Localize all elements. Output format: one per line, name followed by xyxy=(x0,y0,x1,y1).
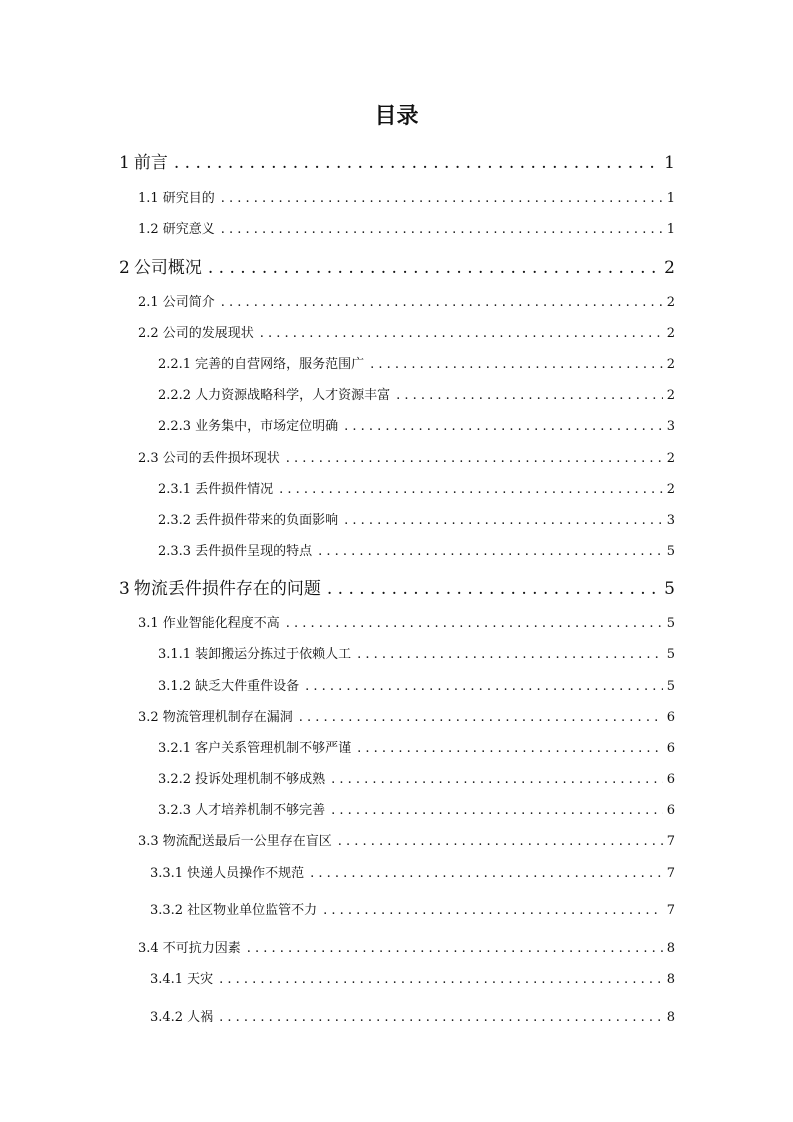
entry-number: 3.2.1 xyxy=(158,741,192,756)
entry-number: 3.2.2 xyxy=(158,772,192,787)
entry-page: 3 xyxy=(666,419,675,434)
toc-entry[interactable] xyxy=(158,799,675,818)
entry-page: 2 xyxy=(666,357,675,372)
entry-title: 研究意义 xyxy=(162,222,215,237)
leader-dots xyxy=(344,419,663,434)
entry-page: 7 xyxy=(666,834,675,849)
entry-title: 丢件损件带来的负面影响 xyxy=(195,513,339,528)
entry-number: 2.2.2 xyxy=(158,388,192,403)
leader-dots xyxy=(357,647,663,662)
leader-dots xyxy=(221,191,663,206)
toc-entry[interactable] xyxy=(158,384,675,403)
entry-title: 装卸搬运分拣过于依赖人工 xyxy=(195,647,352,662)
entry-number: 3.3.1 xyxy=(150,866,184,881)
entry-page: 2 xyxy=(666,451,675,466)
leader-dots xyxy=(323,903,663,918)
entry-number: 2.2.3 xyxy=(158,419,192,434)
entry-page: 8 xyxy=(666,941,675,956)
leader-dots xyxy=(221,222,663,237)
toc-entry[interactable] xyxy=(158,768,675,787)
leader-dots xyxy=(174,153,660,173)
entry-page: 5 xyxy=(666,544,675,559)
leader-dots xyxy=(286,451,663,466)
toc-entry[interactable] xyxy=(138,322,675,341)
leader-dots xyxy=(219,1010,663,1025)
toc-entry[interactable] xyxy=(158,478,675,497)
entry-page: 5 xyxy=(666,647,675,662)
leader-dots xyxy=(247,941,663,956)
entry-title: 公司的发展现状 xyxy=(162,326,254,341)
entry-page: 1 xyxy=(666,222,675,237)
toc-title: 目录 xyxy=(374,103,419,129)
entry-number: 2.3.1 xyxy=(158,482,192,497)
leader-dots xyxy=(338,834,663,849)
toc-entry[interactable] xyxy=(138,218,675,237)
entry-number: 2 xyxy=(119,258,130,278)
entry-title: 丢件损件呈现的特点 xyxy=(195,544,313,559)
leader-dots xyxy=(310,866,663,881)
entry-page: 5 xyxy=(666,679,675,694)
entry-number: 2.1 xyxy=(138,295,159,310)
entry-page: 6 xyxy=(666,803,675,818)
entry-title: 丢件损件情况 xyxy=(195,482,274,497)
entry-page: 8 xyxy=(666,972,675,987)
entry-page: 5 xyxy=(664,579,675,599)
toc-entry[interactable] xyxy=(158,509,675,528)
entry-page: 1 xyxy=(666,191,675,206)
entry-number: 3.4.1 xyxy=(150,972,184,987)
leader-dots xyxy=(344,513,663,528)
entry-number: 3.4.2 xyxy=(150,1010,184,1025)
leader-dots xyxy=(286,616,663,631)
entry-title: 社区物业单位监管不力 xyxy=(187,903,318,918)
entry-number: 2.3.2 xyxy=(158,513,192,528)
leader-dots xyxy=(260,326,663,341)
leader-dots xyxy=(357,741,663,756)
leader-dots xyxy=(327,579,660,599)
toc-entry[interactable] xyxy=(150,1006,675,1025)
entry-number: 3.1.1 xyxy=(158,647,192,662)
entry-number: 1 xyxy=(119,153,130,173)
toc-entry[interactable] xyxy=(119,253,675,278)
toc-entry[interactable] xyxy=(138,706,675,725)
entry-number: 3.4 xyxy=(138,941,159,956)
entry-title: 业务集中，市场定位明确 xyxy=(195,419,339,434)
entry-page: 3 xyxy=(666,513,675,528)
toc-entry[interactable] xyxy=(158,737,675,756)
entry-page: 2 xyxy=(666,388,675,403)
leader-dots xyxy=(396,388,663,403)
entry-page: 6 xyxy=(666,710,675,725)
entry-number: 2.2.1 xyxy=(158,357,192,372)
toc-entry[interactable] xyxy=(150,862,675,881)
entry-number: 3.1 xyxy=(138,616,159,631)
toc-entry[interactable] xyxy=(138,447,675,466)
entry-number: 3.2.3 xyxy=(158,803,192,818)
leader-dots xyxy=(279,482,663,497)
toc-entry[interactable] xyxy=(138,937,675,956)
entry-page: 1 xyxy=(664,153,675,173)
toc-entry[interactable] xyxy=(150,899,675,918)
entry-title: 前言 xyxy=(133,153,168,173)
entry-number: 3.3.2 xyxy=(150,903,184,918)
leader-dots xyxy=(305,679,663,694)
entry-title: 人祸 xyxy=(187,1010,214,1025)
leader-dots xyxy=(219,972,663,987)
entry-title: 不可抗力因素 xyxy=(162,941,241,956)
leader-dots xyxy=(331,803,663,818)
entry-title: 客户关系管理机制不够严谨 xyxy=(195,741,352,756)
entry-number: 2.3 xyxy=(138,451,159,466)
entry-title: 天灾 xyxy=(187,972,214,987)
leader-dots xyxy=(318,544,663,559)
toc-entry[interactable] xyxy=(158,540,675,559)
entry-title: 缺乏大件重件设备 xyxy=(195,679,300,694)
toc-entry[interactable] xyxy=(138,612,675,631)
entry-title: 公司的丢件损坏现状 xyxy=(162,451,280,466)
entry-page: 2 xyxy=(666,326,675,341)
entry-page: 6 xyxy=(666,772,675,787)
entry-title: 完善的自营网络，服务范围广 xyxy=(195,357,365,372)
leader-dots xyxy=(208,258,660,278)
entry-title: 物流配送最后一公里存在盲区 xyxy=(162,834,332,849)
entry-title: 物流管理机制存在漏洞 xyxy=(162,710,293,725)
entry-page: 2 xyxy=(666,482,675,497)
entry-page: 5 xyxy=(666,616,675,631)
toc-entry[interactable] xyxy=(138,830,675,849)
entry-page: 7 xyxy=(666,866,675,881)
entry-title: 投诉处理机制不够成熟 xyxy=(195,772,326,787)
entry-title: 作业智能化程度不高 xyxy=(162,616,280,631)
entry-number: 2.3.3 xyxy=(158,544,192,559)
toc-entry[interactable] xyxy=(158,675,675,694)
entry-title: 人力资源战略科学，人才资源丰富 xyxy=(195,388,391,403)
toc-entry[interactable] xyxy=(150,968,675,987)
leader-dots xyxy=(221,295,663,310)
entry-number: 3.1.2 xyxy=(158,679,192,694)
entry-title: 研究目的 xyxy=(162,191,215,206)
leader-dots xyxy=(331,772,663,787)
entry-title: 物流丢件损件存在的问题 xyxy=(133,579,321,599)
entry-number: 3.3 xyxy=(138,834,159,849)
toc-entry[interactable] xyxy=(138,187,675,206)
leader-dots xyxy=(299,710,663,725)
toc-entry[interactable] xyxy=(119,574,675,599)
entry-page: 2 xyxy=(666,295,675,310)
leader-dots xyxy=(370,357,663,372)
entry-number: 1.2 xyxy=(138,222,159,237)
entry-page: 6 xyxy=(666,741,675,756)
entry-title: 公司简介 xyxy=(162,295,215,310)
entry-number: 2.2 xyxy=(138,326,159,341)
entry-page: 2 xyxy=(664,258,675,278)
toc-entry[interactable] xyxy=(158,643,675,662)
entry-page: 7 xyxy=(666,903,675,918)
entry-number: 3 xyxy=(119,579,130,599)
toc-entry[interactable] xyxy=(119,148,675,173)
toc-entry[interactable] xyxy=(158,353,675,372)
entry-title: 公司概况 xyxy=(133,258,202,278)
entry-number: 3.2 xyxy=(138,710,159,725)
entry-title: 人才培养机制不够完善 xyxy=(195,803,326,818)
toc-entry[interactable] xyxy=(138,291,675,310)
entry-title: 快递人员操作不规范 xyxy=(187,866,305,881)
toc-entry[interactable] xyxy=(158,415,675,434)
entry-number: 1.1 xyxy=(138,191,159,206)
entry-page: 8 xyxy=(666,1010,675,1025)
